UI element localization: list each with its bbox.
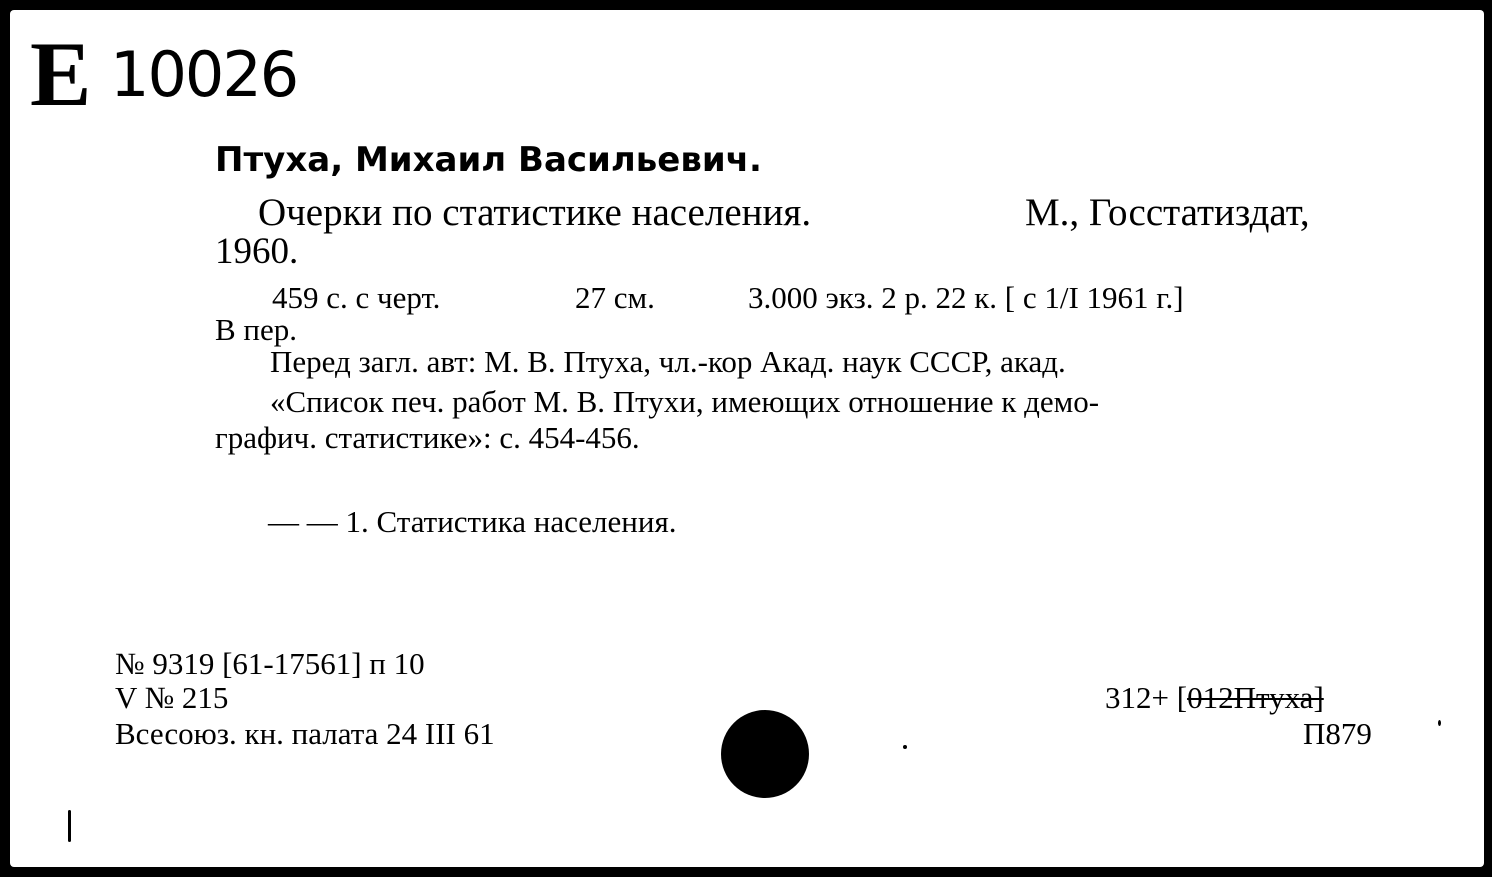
physical-pages: 459 с. с черт. [272, 280, 441, 315]
year: 1960. [215, 231, 299, 272]
speck [903, 745, 907, 749]
note-line-3: графич. статистике»: с. 454-456. [215, 420, 640, 455]
struck-classification: 012Птуха] [1187, 680, 1324, 715]
record-number: № 9319 [61-17561] п 10 [115, 646, 425, 681]
catalog-card [10, 10, 1484, 867]
speck [1438, 720, 1441, 726]
v-number: V № 215 [115, 680, 229, 715]
punch-hole [721, 710, 809, 798]
title-line: Очерки по статистике населения. [258, 191, 812, 234]
classification-code: 312+ [ [1105, 680, 1188, 715]
physical-size: 27 см. [575, 280, 655, 315]
note-line-2: «Список печ. работ М. В. Птухи, имеющих отношение к демо- [270, 384, 1100, 419]
subject-heading: — — 1. Статистика населения. [268, 504, 677, 539]
physical-copies-price: 3.000 экз. 2 р. 22 к. [ с 1/I 1961 г.] [748, 280, 1184, 315]
note-line-1: Перед загл. авт: М. В. Птуха, чл.-кор Акад. наук СССР, акад. [270, 344, 1066, 379]
author-heading: Птуха, Михаил Васильевич. [215, 140, 762, 180]
binding: В пер. [215, 312, 298, 347]
imprint: М., Госстатиздат, [1025, 191, 1310, 234]
call-number: П879 [1303, 716, 1372, 751]
classification [1105, 680, 1324, 716]
speck [68, 810, 71, 842]
shelf-number: 10026 [110, 38, 298, 111]
shelf-letter: Е [30, 23, 90, 125]
book-chamber: Всесоюз. кн. палата 24 III 61 [115, 716, 495, 751]
